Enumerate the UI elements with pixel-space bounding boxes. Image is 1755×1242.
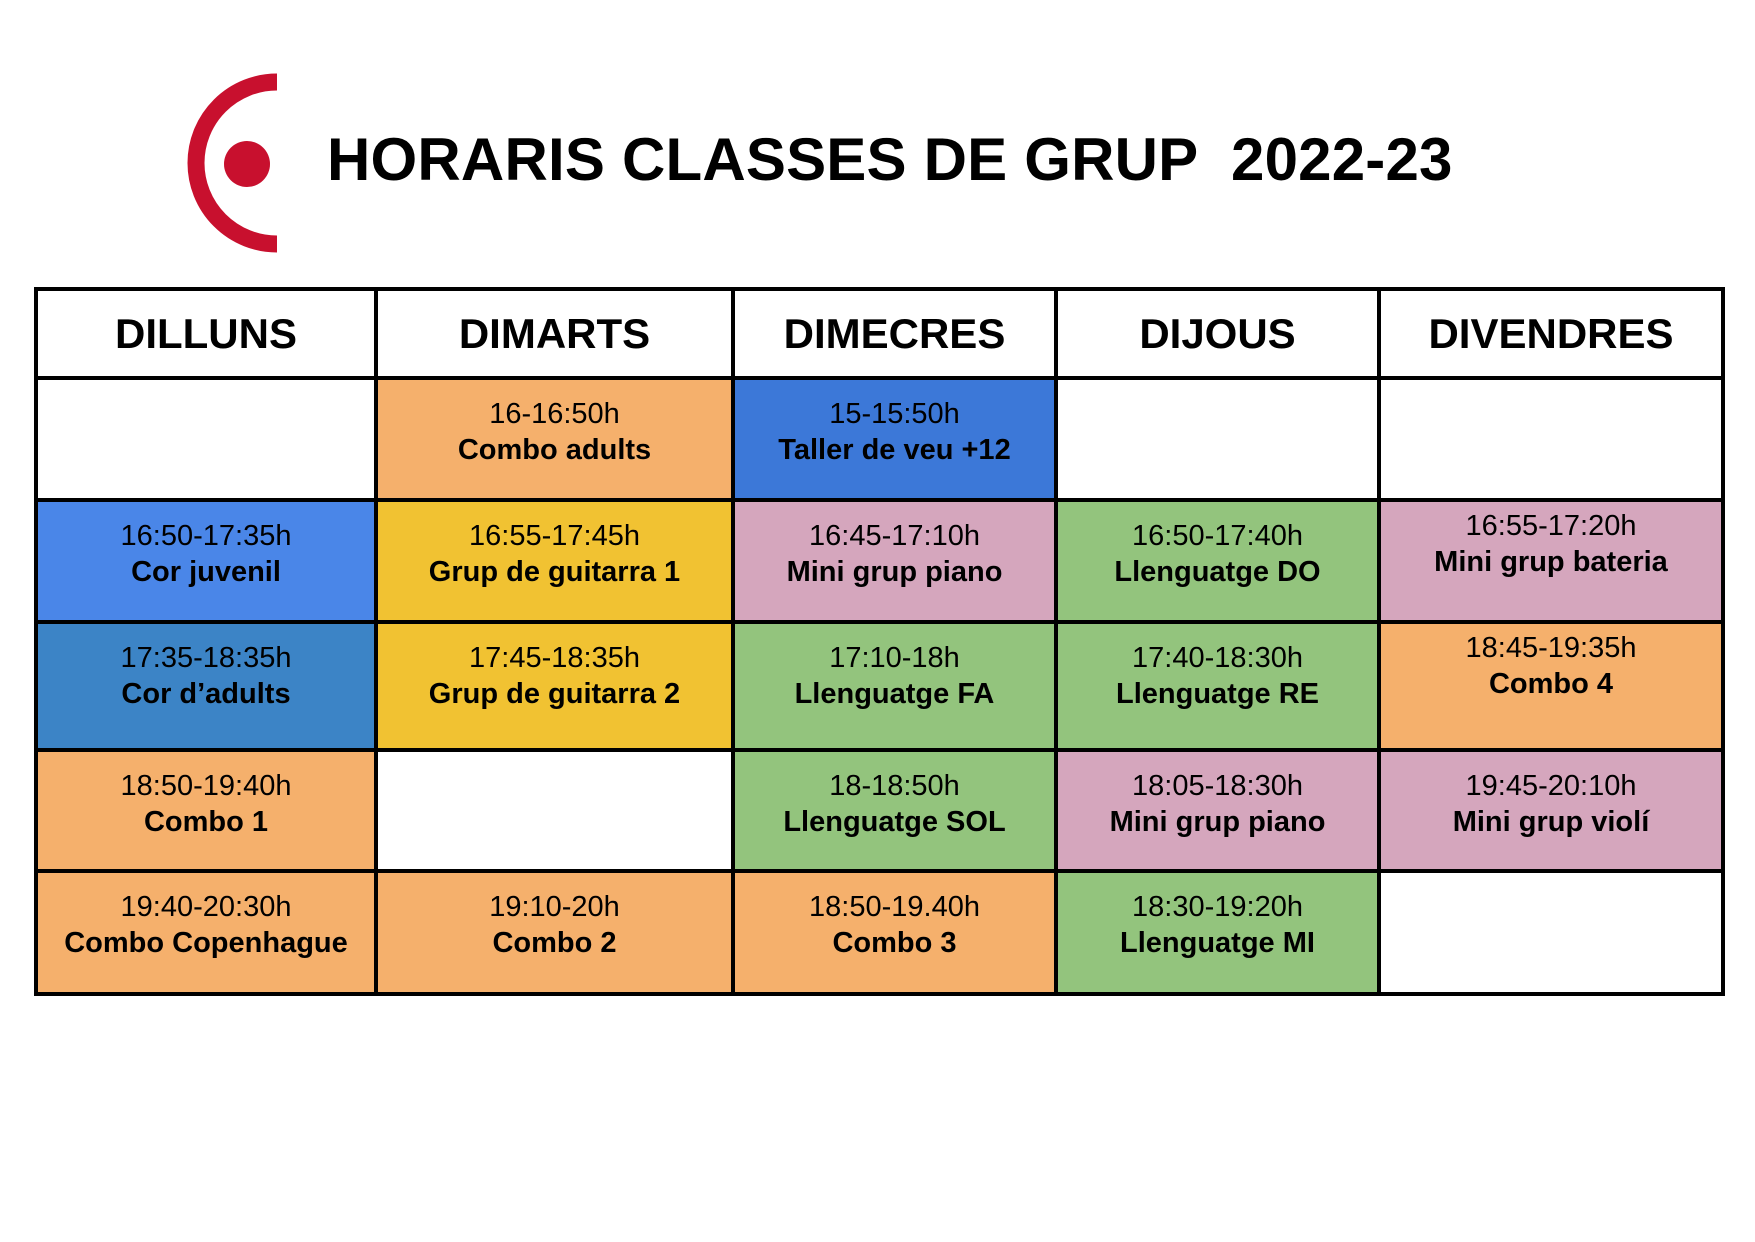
- cell-content: [38, 873, 374, 961]
- class-name: Mini grup violí: [1452, 806, 1650, 838]
- cell-content: [38, 502, 374, 590]
- class-cell: [733, 378, 1056, 500]
- class-time: 16:55-17:20h: [1465, 510, 1637, 542]
- class-time: 18:30-19:20h: [1132, 891, 1303, 923]
- cell-content: [1058, 380, 1377, 396]
- cell-content: [378, 502, 731, 590]
- cell-content: [38, 380, 374, 396]
- day-header-thursday: DIJOUS: [1056, 289, 1379, 378]
- schedule-row: [36, 500, 1723, 622]
- class-cell: [36, 378, 376, 500]
- class-name: Mini grup bateria: [1434, 546, 1668, 578]
- class-name: Combo 1: [143, 806, 269, 838]
- class-cell: [1379, 378, 1723, 500]
- class-time: 18-18:50h: [829, 770, 960, 802]
- cell-content: [1058, 873, 1377, 961]
- schedule-row: [36, 378, 1723, 500]
- class-name: Taller de veu +12: [778, 434, 1011, 466]
- class-name: Llenguatge DO: [1114, 556, 1321, 588]
- page-title: HORARIS CLASSES DE GRUP 2022-23: [327, 126, 1453, 193]
- cell-content: [735, 380, 1054, 468]
- class-name: Llenguatge SOL: [783, 806, 1006, 838]
- class-cell: [376, 750, 733, 871]
- class-time: 17:10-18h: [829, 642, 960, 674]
- class-cell: [36, 622, 376, 750]
- class-time: 18:50-19:40h: [120, 770, 292, 802]
- cell-content: [1058, 502, 1377, 590]
- class-time: 15-15:50h: [829, 398, 960, 430]
- class-cell: [1056, 622, 1379, 750]
- class-time: 17:35-18:35h: [120, 642, 292, 674]
- schedule-row: [36, 750, 1723, 871]
- day-header-friday: DIVENDRES: [1379, 289, 1723, 378]
- cell-content: [378, 624, 731, 712]
- class-name: Grup de guitarra 1: [428, 556, 681, 588]
- class-cell: [36, 871, 376, 994]
- class-name: Mini grup piano: [786, 556, 1003, 588]
- cell-content: [1058, 752, 1377, 840]
- class-cell: [376, 622, 733, 750]
- cell-content: [735, 752, 1054, 840]
- class-time: 16-16:50h: [489, 398, 620, 430]
- class-cell: [733, 750, 1056, 871]
- logo-dot: [224, 141, 270, 187]
- class-time: 18:45-19:35h: [1465, 632, 1637, 664]
- class-time: 17:40-18:30h: [1132, 642, 1303, 674]
- cell-content: [735, 624, 1054, 712]
- class-cell: [1056, 871, 1379, 994]
- class-cell: [36, 500, 376, 622]
- class-time: 18:05-18:30h: [1132, 770, 1303, 802]
- class-name: Llenguatge FA: [794, 678, 995, 710]
- cell-content: [1381, 752, 1721, 840]
- cell-content: [1058, 624, 1377, 712]
- class-name: Cor juvenil: [131, 556, 281, 588]
- cell-content: [735, 502, 1054, 590]
- class-name: Llenguatge RE: [1115, 678, 1319, 710]
- class-name: Llenguatge MI: [1120, 927, 1315, 959]
- class-name: Combo 2: [492, 927, 617, 959]
- class-time: 16:55-17:45h: [469, 520, 640, 552]
- cell-content: [1381, 873, 1721, 889]
- school-logo: [115, 58, 285, 268]
- schedule-row: [36, 622, 1723, 750]
- day-header-monday: DILLUNS: [36, 289, 376, 378]
- class-name: Combo 4: [1488, 668, 1614, 700]
- class-name: Mini grup piano: [1109, 806, 1326, 838]
- class-name: Combo 3: [832, 927, 957, 959]
- cell-content: [378, 752, 731, 768]
- class-cell: [733, 871, 1056, 994]
- header-row: [36, 289, 1723, 378]
- cell-content: [38, 752, 374, 840]
- cell-content: [38, 624, 374, 712]
- class-cell: [376, 500, 733, 622]
- day-header-tuesday: DIMARTS: [376, 289, 733, 378]
- class-cell: [1056, 750, 1379, 871]
- class-cell: [376, 871, 733, 994]
- class-time: 16:50-17:40h: [1132, 520, 1303, 552]
- class-cell: [376, 378, 733, 500]
- class-time: 19:10-20h: [489, 891, 620, 923]
- class-time: 18:50-19.40h: [809, 891, 980, 923]
- cell-content: [378, 873, 731, 961]
- class-name: Combo Copenhague: [64, 927, 348, 959]
- class-cell: [1379, 500, 1723, 622]
- cell-content: [1381, 502, 1721, 580]
- class-cell: [1056, 378, 1379, 500]
- class-cell: [1379, 871, 1723, 994]
- class-time: 16:45-17:10h: [809, 520, 980, 552]
- class-cell: [733, 622, 1056, 750]
- class-time: 19:45-20:10h: [1465, 770, 1637, 802]
- class-cell: [36, 750, 376, 871]
- class-cell: [1379, 622, 1723, 750]
- class-name: Cor d’adults: [121, 678, 291, 710]
- class-name: Combo adults: [457, 434, 652, 466]
- cell-content: [735, 873, 1054, 961]
- cell-content: [1381, 380, 1721, 396]
- class-time: 17:45-18:35h: [469, 642, 640, 674]
- schedule-table: [34, 287, 1725, 996]
- class-cell: [733, 500, 1056, 622]
- class-cell: [1056, 500, 1379, 622]
- cell-content: [1381, 624, 1721, 702]
- class-cell: [1379, 750, 1723, 871]
- day-header-wednesday: DIMECRES: [733, 289, 1056, 378]
- cell-content: [378, 380, 731, 468]
- schedule-row: [36, 871, 1723, 994]
- class-name: Grup de guitarra 2: [428, 678, 681, 710]
- class-time: 16:50-17:35h: [120, 520, 292, 552]
- class-time: 19:40-20:30h: [120, 891, 292, 923]
